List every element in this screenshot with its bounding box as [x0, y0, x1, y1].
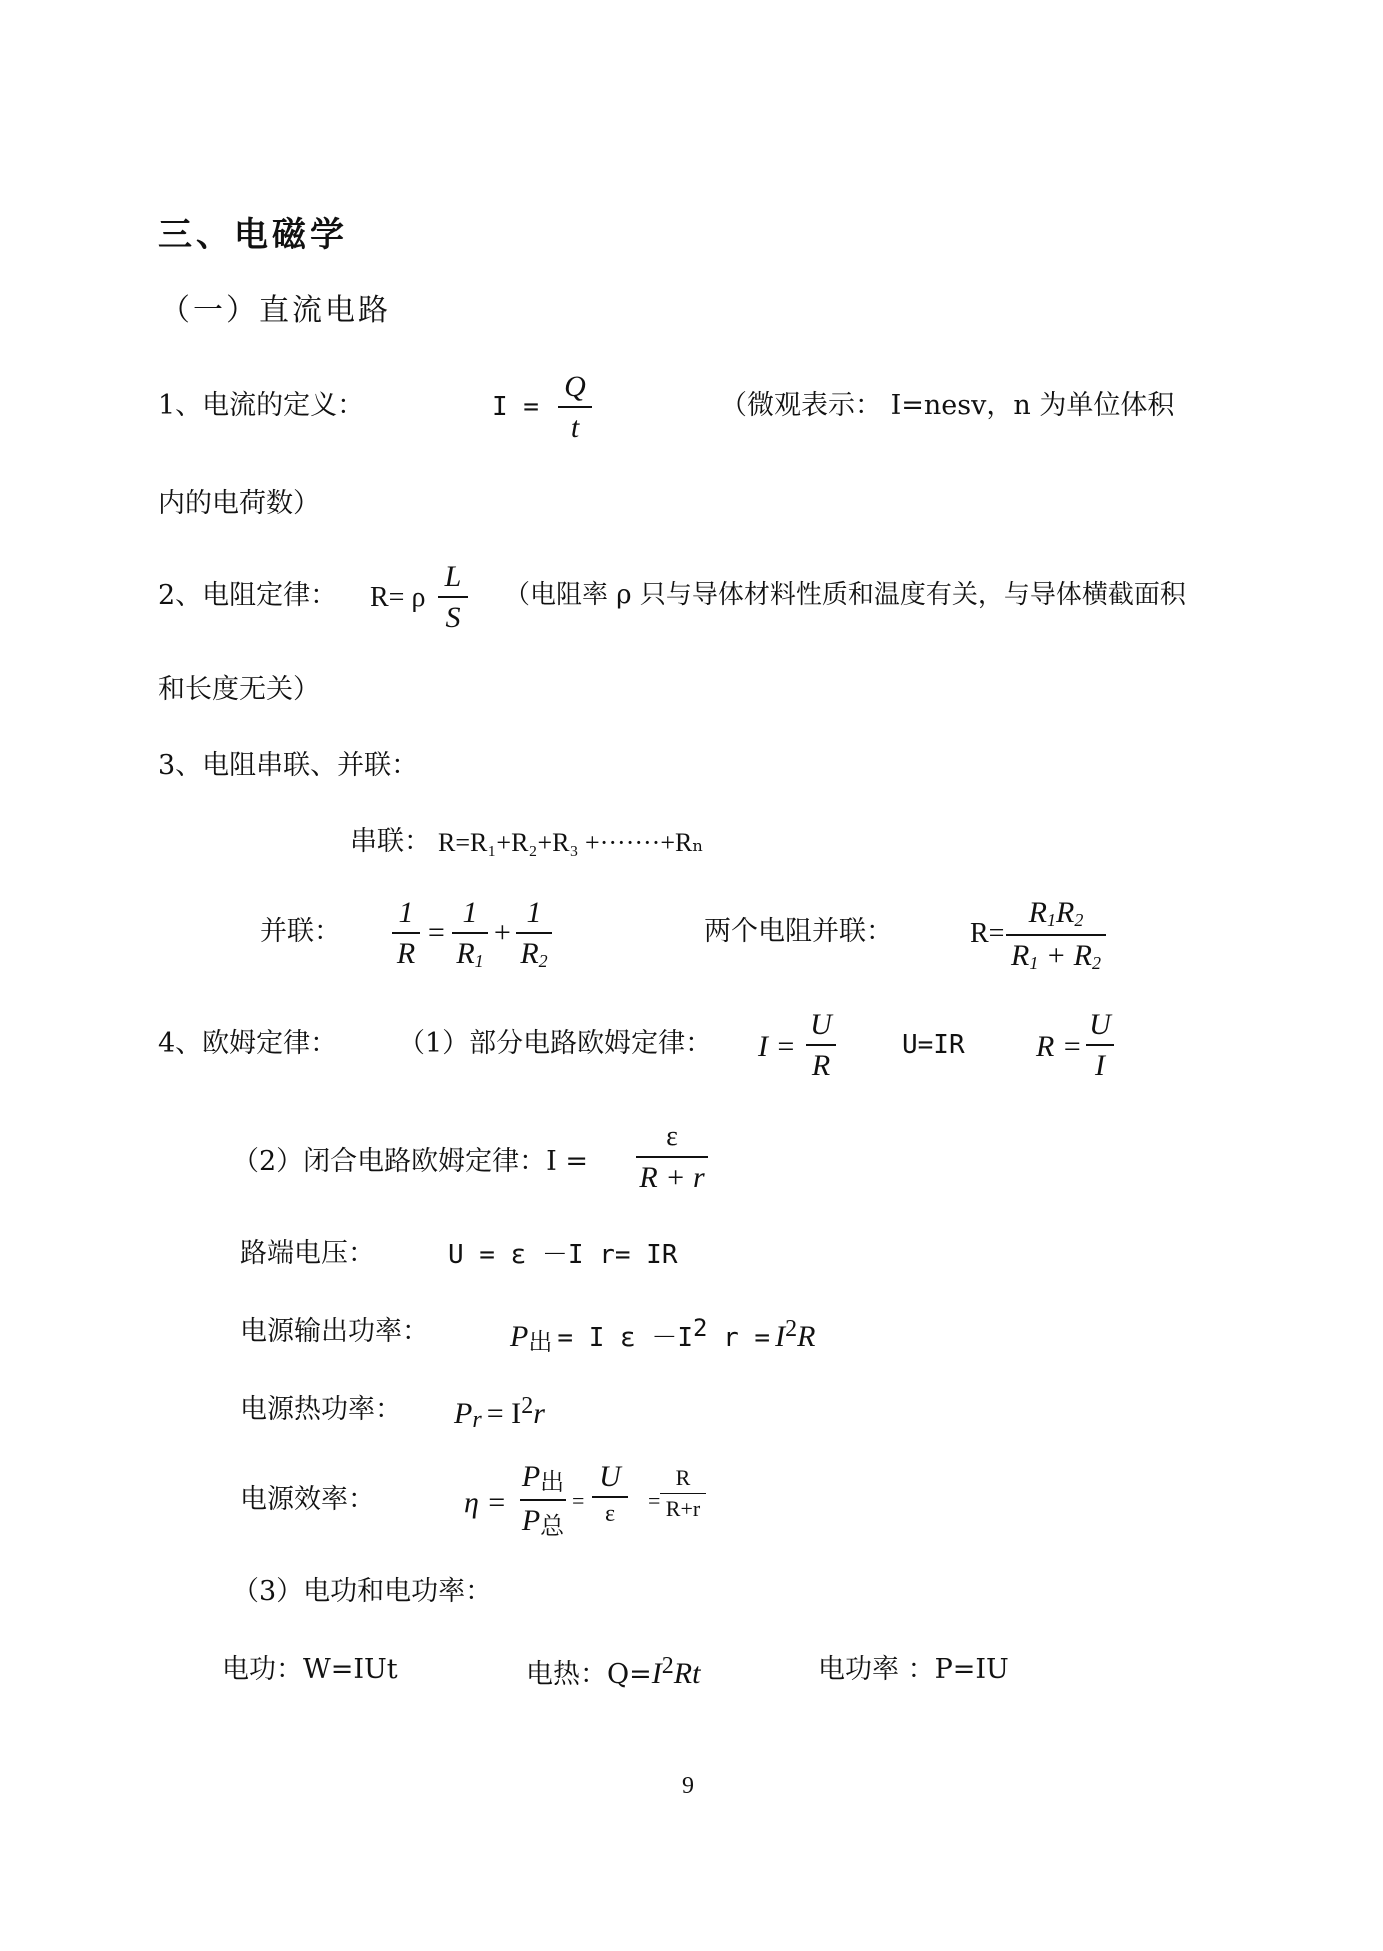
fraction-bar [452, 932, 488, 934]
output-power-formula: $P_出 = I$ $\varepsilon -I^2$ $r = I^2R$ [510, 1314, 816, 1356]
item1-note-line1: （微观表示： I=nesv，n 为单位体积 [720, 390, 1175, 421]
item2-denominator: S [445, 601, 461, 634]
P-out: $P_出$ [521, 1460, 565, 1496]
part1-label: （1）部分电路欧姆定律： [398, 1028, 713, 1059]
R-plus-r: R+r [665, 1496, 701, 1522]
efficiency-fraction-P [520, 1460, 566, 1541]
item1-numerator: Q [564, 370, 586, 403]
item2-note-line1: （电阻率 ρ 只与导体材料性质和温度有关，与导体横截面积 [504, 580, 1186, 610]
electric-power: 电功率 ：P=IU [818, 1654, 1009, 1685]
heat-power-label: 电源热功率： [240, 1394, 402, 1425]
fraction-bar [1086, 1044, 1114, 1046]
item1-denominator: t [570, 411, 580, 444]
output-power-label: 电源输出功率： [240, 1316, 429, 1347]
parallel-frac-r1 [452, 896, 488, 972]
U: U [810, 1008, 832, 1041]
fraction-bar [558, 406, 592, 408]
epsilon: ε [604, 1501, 616, 1527]
fraction-bar [520, 1499, 566, 1501]
fraction-bar [516, 932, 552, 934]
terminal-voltage-formula: U = ε －I r= IR [448, 1240, 678, 1270]
series-formula: R=R₁+R₂+R₃ +·······+Rₙ [438, 828, 704, 857]
subsection-title: （一）直流电路 [160, 293, 391, 328]
one: 1 [462, 896, 478, 929]
R1: $R_1$ [456, 937, 484, 971]
page-number: 9 [682, 1773, 694, 1799]
electric-heat: 电热：$Q=I^2Rt$ [526, 1653, 701, 1690]
item2-numerator: L [444, 560, 462, 593]
part3-label: （3）电功和电功率： [232, 1576, 493, 1607]
fraction-bar [438, 596, 468, 598]
equals-sign: = [572, 1488, 585, 1513]
item4-label: 4、欧姆定律： [158, 1028, 338, 1059]
item1-note-line2: 内的电荷数） [158, 488, 320, 519]
ohm-fraction-1 [806, 1008, 836, 1082]
U: U [599, 1460, 621, 1493]
parallel-frac-r2 [516, 896, 552, 972]
parallel-frac-left [392, 896, 420, 970]
two-parallel-fraction [1006, 896, 1106, 974]
two-parallel-label: 两个电阻并联： [704, 916, 893, 947]
R-plus-r: R + r [639, 1160, 705, 1194]
fraction-bar [1006, 934, 1106, 936]
equals-sign: = [426, 916, 447, 949]
eta: η = [464, 1486, 507, 1519]
efficiency-fraction-U [592, 1460, 628, 1527]
one: 1 [398, 896, 414, 929]
R1-plus-R2: $R_1 + R_2$ [1011, 938, 1101, 973]
efficiency-label: 电源效率： [240, 1484, 375, 1515]
R-lhs: R = [1036, 1030, 1083, 1063]
item1-label: 1、电流的定义： [158, 390, 365, 421]
plus-sign: + [492, 916, 513, 949]
I-lhs: I = [758, 1030, 796, 1063]
item1-fraction [558, 370, 592, 444]
P-total: $P_总$ [521, 1504, 565, 1541]
section-title: 三、电磁学 [158, 215, 348, 255]
efficiency-fraction-R [660, 1466, 706, 1521]
item1-formula-lhs: I = [492, 392, 539, 422]
two-parallel-lhs: R= [970, 918, 1005, 949]
U-equals-IR: U=IR [902, 1030, 965, 1060]
part2-label: （2）闭合电路欧姆定律：I = [232, 1146, 589, 1177]
closed-circuit-fraction [636, 1122, 708, 1194]
heat-power-formula: $P_r = I^2r$ [454, 1393, 545, 1433]
terminal-voltage-label: 路端电压： [240, 1238, 375, 1269]
epsilon: ε [666, 1121, 678, 1152]
R: R [396, 937, 416, 970]
I: I [1095, 1049, 1105, 1082]
R2: $R_2$ [520, 937, 548, 971]
R1R2: $R_1R_2$ [1028, 896, 1084, 930]
item2-formula-lhs: R= ρ [370, 582, 426, 613]
fraction-bar [392, 932, 420, 934]
item3-label: 3、电阻串联、并联： [158, 750, 419, 781]
R: R [675, 1465, 691, 1490]
item2-label: 2、电阻定律： [158, 580, 338, 611]
fraction-bar [660, 1493, 706, 1494]
U: U [1089, 1008, 1111, 1041]
item2-note-line2: 和长度无关） [158, 674, 320, 705]
fraction-bar [592, 1496, 628, 1498]
series-label: 串联： [350, 826, 431, 857]
fraction-bar [806, 1044, 836, 1046]
fraction-bar [636, 1156, 708, 1158]
R: R [811, 1049, 831, 1082]
parallel-label: 并联： [260, 916, 341, 947]
one: 1 [526, 896, 542, 929]
ohm-fraction-2 [1086, 1008, 1114, 1082]
item2-fraction [438, 560, 468, 634]
electric-work: 电功：W=IUt [222, 1654, 398, 1685]
equals-sign: = [648, 1488, 661, 1513]
